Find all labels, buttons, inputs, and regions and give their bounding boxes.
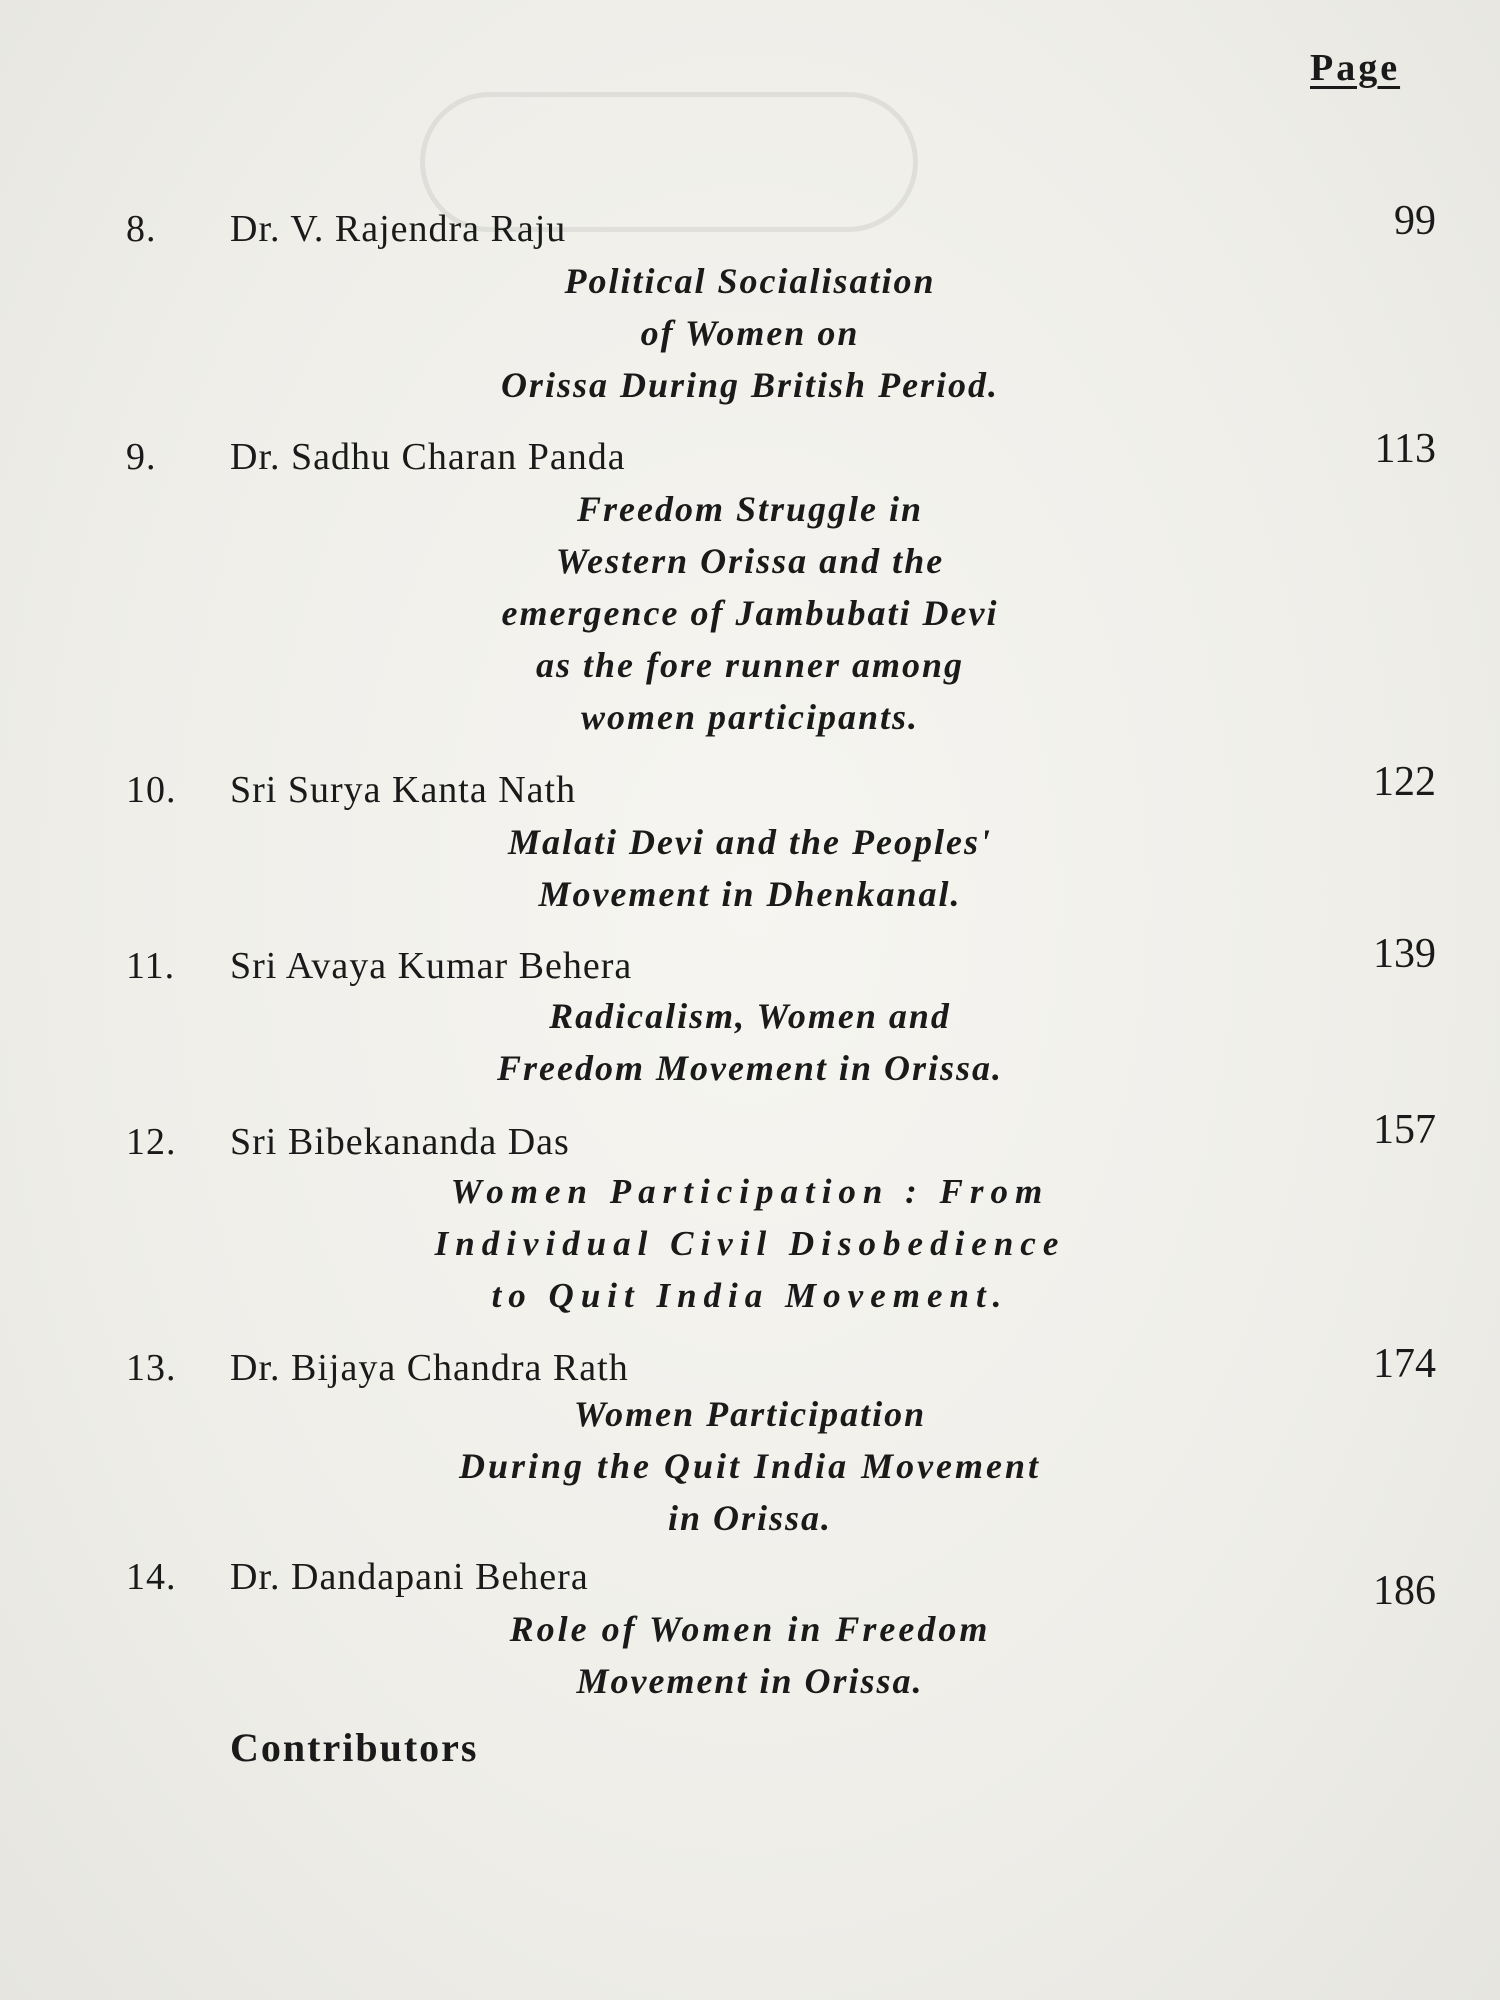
entry-number: 9. <box>126 436 157 478</box>
entry-author: Sri Bibekananda Das <box>230 1121 570 1163</box>
entry-title-line: in Orissa. <box>667 1498 833 1538</box>
entry-author: Sri Avaya Kumar Behera <box>230 945 633 987</box>
entry-page-number: 186 <box>1373 1568 1436 1614</box>
entry-title-line: Western Orissa and the <box>555 541 945 581</box>
entry-author: Dr. V. Rajendra Raju <box>230 208 567 250</box>
entry-title-line: Political Socialisation <box>564 261 936 301</box>
contributors-heading[interactable]: Contributors <box>230 1725 479 1770</box>
entry-title <box>0 990 1500 1094</box>
entry-title-line: Role of Women in Freedom <box>509 1609 991 1649</box>
entry-author: Sri Surya Kanta Nath <box>230 769 577 811</box>
page-column-heading: Page <box>1310 47 1401 89</box>
entry-number: 12. <box>126 1121 177 1163</box>
entry-title-line: to Quit India Movement. <box>491 1276 1009 1315</box>
entry-number: 13. <box>126 1347 177 1389</box>
entry-title-line: Movement in Dhenkanal. <box>538 874 962 914</box>
entry-title-line: as the fore runner among <box>535 645 965 685</box>
entry-page-number: 99 <box>1394 198 1436 244</box>
entry-title <box>0 255 1500 411</box>
entry-number: 11. <box>126 945 176 987</box>
entry-title <box>0 483 1500 743</box>
entry-title-line: Women Participation : From <box>450 1172 1050 1211</box>
entry-number: 10. <box>126 769 177 811</box>
entry-page-number: 113 <box>1374 426 1436 472</box>
entry-title-line: Malati Devi and the Peoples' <box>508 822 992 862</box>
entry-author: Dr. Sadhu Charan Panda <box>230 436 626 478</box>
entry-title-line: emergence of Jambubati Devi <box>501 593 999 633</box>
entry-author: Dr. Dandapani Behera <box>230 1556 589 1598</box>
entry-title-line: Individual Civil Disobedience <box>434 1224 1066 1263</box>
entry-title <box>0 1388 1500 1544</box>
entry-title-line: of Women on <box>640 313 860 353</box>
entry-page-number: 174 <box>1373 1341 1436 1387</box>
entry-title-line: During the Quit India Movement <box>458 1446 1042 1486</box>
entry-title <box>0 1166 1500 1322</box>
entry-author: Dr. Bijaya Chandra Rath <box>230 1347 629 1389</box>
entry-page-number: 139 <box>1373 931 1436 977</box>
entry-title-line: Freedom Struggle in <box>576 489 924 529</box>
entry-page-number: 122 <box>1373 759 1436 805</box>
entry-number: 14. <box>126 1556 177 1598</box>
entry-title-line: Women Participation <box>573 1394 927 1434</box>
entry-number: 8. <box>126 208 157 250</box>
entry-title-line: Radicalism, Women and <box>549 996 951 1036</box>
entry-title-line: Orissa During British Period. <box>500 365 1000 405</box>
entry-page-number: 157 <box>1373 1107 1436 1153</box>
entry-title <box>0 1603 1500 1707</box>
entry-title <box>0 816 1500 920</box>
entry-title-line: women participants. <box>580 697 920 737</box>
entry-title-line: Movement in Orissa. <box>576 1661 924 1701</box>
entry-title-line: Freedom Movement in Orissa. <box>496 1048 1003 1088</box>
